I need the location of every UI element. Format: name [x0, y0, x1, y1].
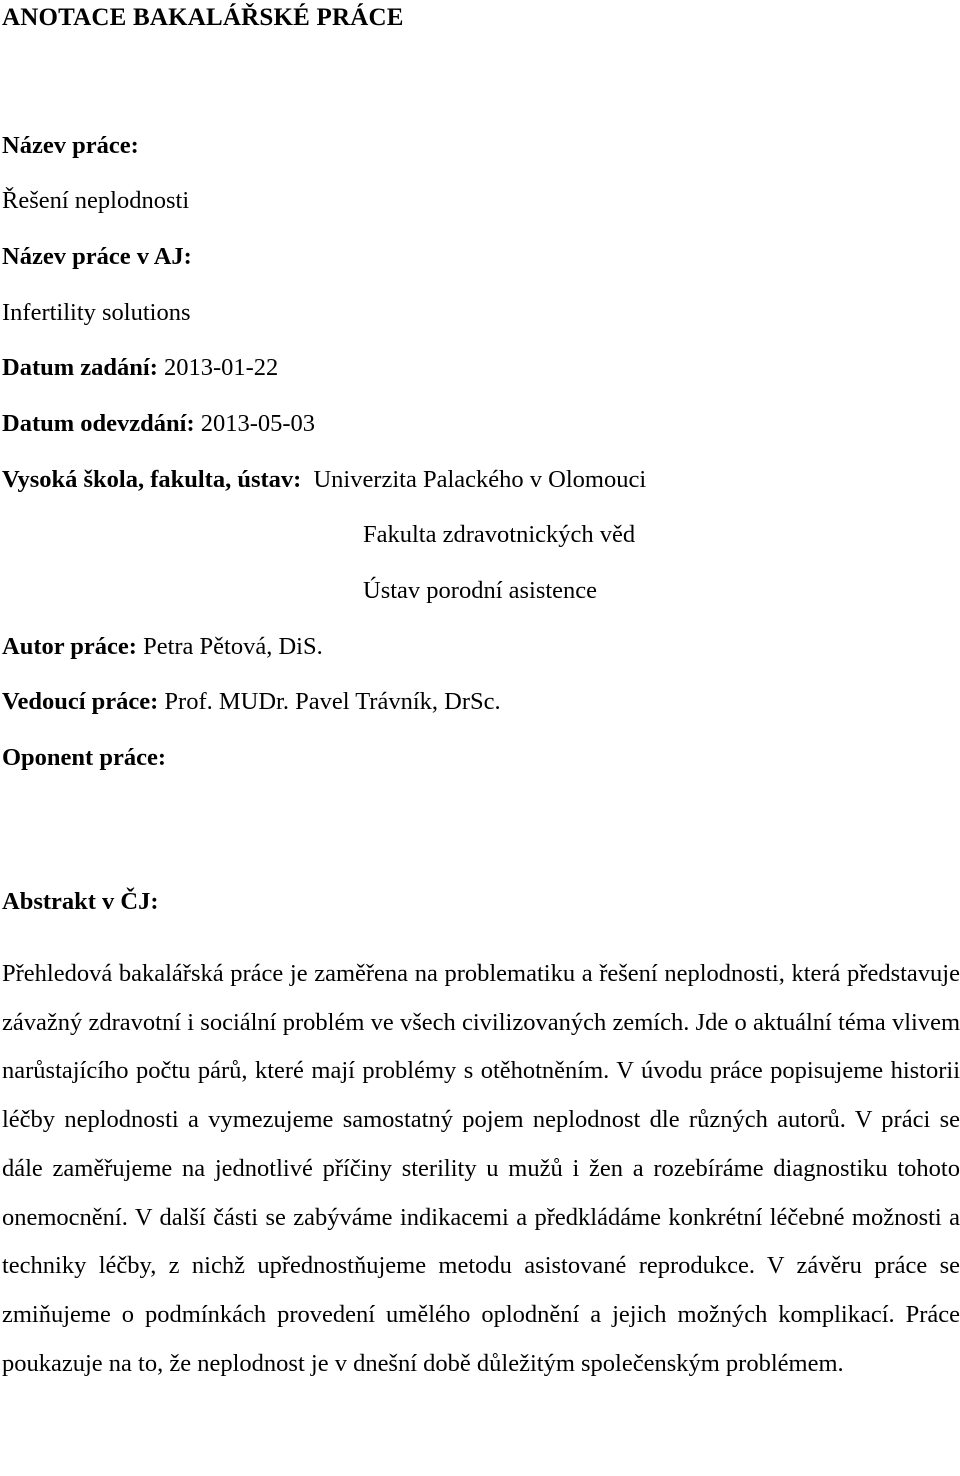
title-value: Řešení neplodnosti — [2, 187, 190, 214]
opponent-label: Oponent práce: — [2, 744, 166, 771]
submitted-date-row — [2, 408, 315, 440]
school-row — [2, 464, 646, 496]
school-label: Vysoká škola, fakulta, ústav: — [2, 466, 302, 493]
assigned-value: 2013-01-22 — [163, 354, 279, 381]
submitted-label: Datum odevzdání: — [2, 410, 195, 437]
faculty-value: Fakulta zdravotnických věd — [363, 521, 636, 548]
supervisor-row — [2, 686, 501, 718]
title-label: Název práce: — [2, 132, 139, 159]
submitted-value: 2013-05-03 — [200, 410, 316, 437]
abstract-label: Abstrakt v ČJ: — [2, 888, 159, 915]
school-value: Univerzita Palackého v Olomouci — [313, 466, 647, 493]
author-value: Petra Pětová, DiS. — [143, 633, 323, 660]
title-en-label: Název práce v AJ: — [2, 243, 192, 270]
author-label: Autor práce: — [2, 633, 137, 660]
supervisor-label: Vedoucí práce: — [2, 688, 159, 715]
assigned-date-row — [2, 352, 278, 384]
institute-value: Ústav porodní asistence — [363, 577, 598, 604]
abstract-body — [2, 950, 960, 1388]
supervisor-value: Prof. MUDr. Pavel Trávník, DrSc. — [164, 688, 501, 715]
title-en-value: Infertility solutions — [2, 299, 191, 326]
document-heading: ANOTACE BAKALÁŘSKÉ PRÁCE — [2, 4, 404, 31]
abstract-text: Přehledová bakalářská práce je zaměřena na problematiku a řešení neplodnosti, která představuje závažný zdravotní i sociální problém ve všech civilizovaných zemích. Jde o aktuální téma vlivem narůstajícího počtu párů, které mají problémy s otěhotněním. V úvodu práce popisujeme historii léčby neplodnosti a vymezujeme samostatný pojem neplodnost dle různých autorů. V práci se dále zaměřujeme na jednotlivé příčiny sterility u mužů i žen a rozebíráme diagnostiku tohoto onemocnění. V další části se zabýváme indikacemi a předkládáme konkrétní léčebné možnosti a techniky léčby, z nichž upřednostňujeme metodu asistované reprodukce. V závěru práce se zmiňujeme o podmínkách provedení umělého oplodnění a jejich možných komplikací. Práce poukazuje na to, že neplodnost je v dnešní době důležitým společenským problémem. — [2, 960, 960, 1377]
assigned-label: Datum zadání: — [2, 354, 158, 381]
author-row — [2, 631, 323, 663]
